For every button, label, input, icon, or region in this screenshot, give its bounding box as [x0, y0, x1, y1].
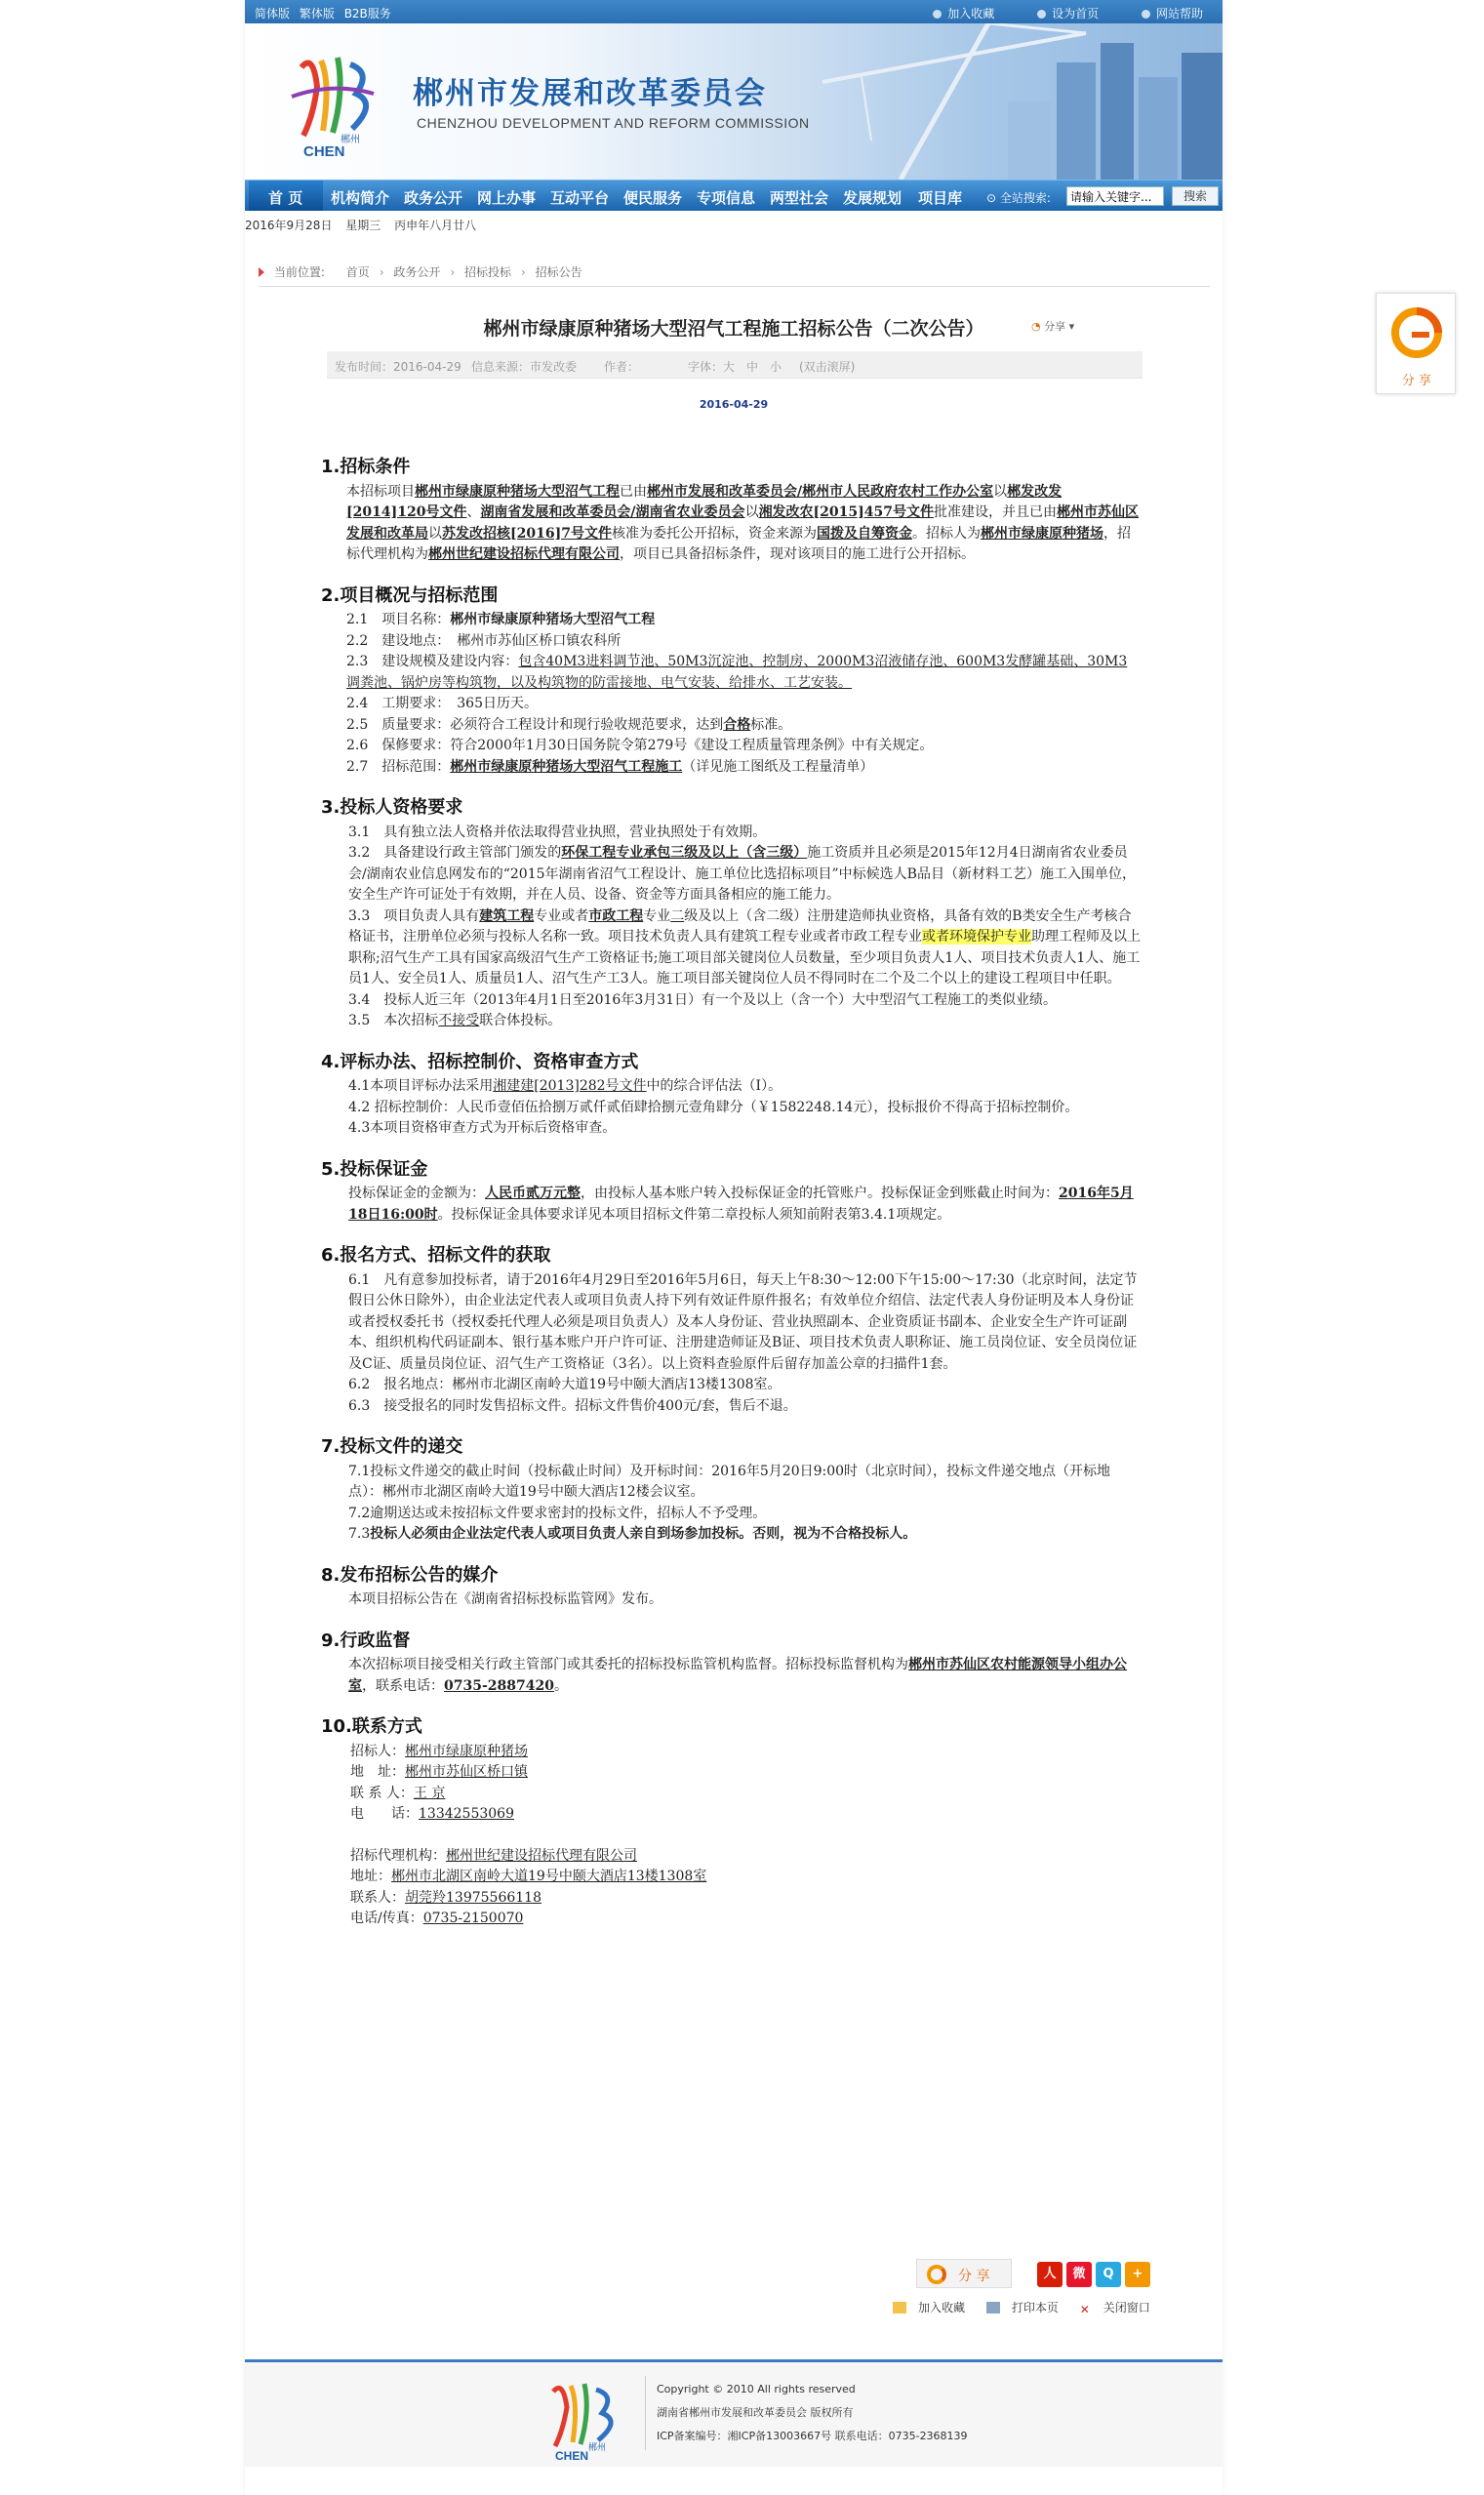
close-icon: ✕	[1079, 2303, 1090, 2316]
b2b-link[interactable]: B2B服务	[343, 7, 391, 20]
site-logo	[284, 43, 391, 160]
city-skyline-image	[764, 23, 1223, 180]
list-item: 3.1 具有独立法人资格并依法取得营业执照，营业执照处于有效期。	[348, 824, 767, 840]
arrow-icon	[259, 267, 264, 277]
nav-item-society[interactable]: 两型社会	[770, 189, 829, 207]
list-item: 3.4 投标人近三年（2013年4月1日至2016年3月31日）有一个及以上（含一个）大中型沼气工程施工的类似业绩。	[348, 991, 1058, 1008]
section-title: 3.投标人资格要求	[321, 797, 463, 818]
list-item: 6.3 接受报名的同时发售招标文件。招标文件售价400元/套，售后不退。	[348, 1397, 797, 1414]
simplified-link[interactable]: 简体版	[255, 7, 291, 20]
article-title: 郴州市绿康原种猪场大型沼气工程施工招标公告（二次公告）	[483, 318, 984, 340]
renren-share-icon[interactable]: 人	[1037, 2262, 1063, 2287]
header-banner	[245, 23, 1223, 180]
section-title: 8.发布招标公告的媒介	[321, 1564, 499, 1586]
contact-line: 电 话：13342553069	[350, 1806, 514, 1822]
qzone-share-icon[interactable]: Q	[1096, 2262, 1121, 2287]
copyright: Copyright © 2010 All rights reserved	[657, 2383, 856, 2395]
add-favorite-link[interactable]: 加入收藏	[933, 7, 994, 20]
breadcrumb-notice[interactable]: 招标公告	[535, 265, 582, 279]
svg-text:郴州: 郴州	[341, 135, 360, 145]
list-item: 2.6 保修要求：符合2000年1月30日国务院令第279号《建设工程质量管理条例》中有关规定。	[346, 738, 934, 753]
list-item: 6.1 凡有意参加投标者，请于2016年4月29日至2016年5月6日，每天上午8:30～12:00下午15:00～17:30（北京时间，法定节假日公休日除外），由企业法定代表人或项目负责人持下列有效证件原件报名；有效单位介绍信、法定代表人身份证明及本人身份证或者授权委托书（授权委托代理人必须是项目负责人）及本人身份证、营业执照副本、企业资质证书副本、企业安全生产许可证副本、组织机构代码证副本、银行基本账户开户许可证、注册建造师证及B证、项目技术负责人职称证、施工员岗位证、安全员岗位证及C证、质量员岗位证、沼气生产工资格证（3名）。以上资料查验原件后留存加盖公章的扫描件1套。	[348, 1271, 1138, 1372]
nav-item-about[interactable]: 机构简介	[331, 189, 390, 207]
site-subtitle: CHENZHOU DEVELOPMENT AND REFORM COMMISSION	[417, 115, 810, 131]
font-size-label: 字体：	[688, 360, 724, 374]
home-icon	[1037, 10, 1046, 19]
current-weekday: 星期三	[345, 219, 381, 232]
paragraph: 本次招标项目接受相关行政主管部门或其委托的招标投标监管机构监督。招标投标监督机构为郴州市苏仙区农村能源领导小组办公室，联系电话：0735-2887420。	[348, 1657, 1127, 1694]
search-label: ⊙ 全站搜索:	[986, 191, 1051, 205]
svg-text:CHEN: CHEN	[303, 143, 345, 160]
list-item: 7.2逾期送达或未按招标文件要求密封的投标文件，招标人不予受理。	[348, 1505, 767, 1521]
share-bar	[916, 2259, 1219, 2288]
list-item: 2.5 质量要求：必须符合工程设计和现行验收规范要求，达到合格标准。	[346, 716, 792, 733]
contact-line: 联 系 人：王 京	[350, 1785, 446, 1801]
lunar-date: 丙申年八月廿八	[394, 219, 477, 232]
section-title: 10.联系方式	[321, 1716, 422, 1737]
main-nav	[245, 180, 1223, 211]
list-item: 4.1本项目评标办法采用湘建建[2013]282号文件中的综合评估法（Ⅰ）。	[348, 1078, 782, 1094]
svg-text:CHEN: CHEN	[555, 2449, 589, 2462]
breadcrumb-label: 当前位置:	[273, 265, 325, 279]
footer	[245, 2359, 1223, 2467]
contact-line: 招标人：郴州市绿康原种猪场	[350, 1743, 528, 1759]
nav-item-online[interactable]: 网上办事	[477, 189, 537, 207]
search-icon: ⊙	[986, 191, 1000, 205]
top-links	[894, 5, 1203, 21]
nav-item-government[interactable]: 政务公开	[404, 189, 463, 207]
nav-item-projects[interactable]: 项目库	[918, 189, 963, 207]
site-title: 郴州市发展和改革委员会	[413, 76, 767, 111]
article-date: 2016-04-29	[699, 398, 769, 411]
more-share-icon[interactable]: +	[1125, 2262, 1150, 2287]
search-button[interactable]: 搜索	[1172, 186, 1219, 206]
font-small-button[interactable]: 小	[770, 360, 782, 374]
section-title: 9.行政监督	[321, 1630, 411, 1651]
date-line	[245, 217, 486, 233]
list-item: 3.2 具备建设行政主管部门颁发的环保工程专业承包三级及以上（含三级）施工资质并且必须是2015年12月4日湖南省农业委员会/湖南农业信息网发布的“2015年湖南省沼气工程设计、施工单位比选招标项目”中标候选人B品目（新材料工艺）施工入围单位，安全生产许可证处于有效期，并在人员、设备、资金等方面具备相应的施工能力。	[348, 845, 1136, 903]
footer-logo	[538, 2372, 635, 2462]
author: 作者：	[604, 360, 640, 374]
contact-line: 联系人：胡莞羚13975566118	[350, 1889, 541, 1906]
folder-icon	[893, 2302, 906, 2314]
nav-item-planning[interactable]: 发展规划	[843, 189, 902, 207]
paragraph: 本项目招标公告在《湖南省招标投标监管网》发布。	[348, 1591, 662, 1607]
nav-item-special[interactable]: 专项信息	[697, 189, 756, 207]
language-links	[255, 5, 397, 21]
print-icon	[986, 2302, 1000, 2314]
list-item: 7.3投标人必须由企业法定代表人或项目负责人亲自到场参加投标。否则，视为不合格投标人。	[348, 1526, 917, 1542]
article-body	[321, 457, 1141, 1930]
footer-divider	[645, 2376, 646, 2450]
contact-info	[321, 1742, 1141, 1930]
list-item: 2.4 工期要求： 365日历天。	[346, 696, 538, 711]
contact-line: 招标代理机构：郴州世纪建设招标代理有限公司	[350, 1847, 637, 1864]
share-button[interactable]: 分 享	[916, 2259, 1012, 2288]
print-button[interactable]: 打印本页	[986, 2301, 1059, 2314]
page-actions	[893, 2299, 1168, 2315]
svg-text:郴州: 郴州	[588, 2443, 607, 2453]
star-icon	[933, 10, 942, 19]
list-item: 2.1 项目名称：郴州市绿康原种猪场大型沼气工程	[346, 612, 656, 627]
list-item: 6.2 报名地点：郴州市北湖区南岭大道19号中颐大酒店13楼1308室。	[348, 1377, 782, 1392]
floating-share-label: 分 享	[1401, 374, 1432, 388]
chevron-down-icon: ▾	[1065, 320, 1075, 333]
list-item: 2.2 建设地点： 郴州市苏仙区桥口镇农科所	[346, 632, 622, 649]
section-title: 7.投标文件的递交	[321, 1436, 463, 1457]
weibo-share-icon[interactable]: 微	[1066, 2262, 1092, 2287]
font-medium-button[interactable]: 中	[746, 360, 759, 374]
list-item: 2.7 招标范围：郴州市绿康原种猪场大型沼气工程施工（详见施工图纸及工程量清单）	[346, 758, 874, 775]
share-logo-icon	[927, 2265, 946, 2284]
section-title: 2.项目概况与招标范围	[321, 584, 499, 606]
contact-line: 电话/传真：0735-2150070	[350, 1911, 524, 1926]
help-icon	[1142, 10, 1150, 19]
page	[245, 0, 1223, 2495]
traditional-link[interactable]: 繁体版	[299, 7, 335, 20]
add-favorite-button[interactable]: 加入收藏	[893, 2301, 965, 2314]
breadcrumb-government[interactable]: 政务公开	[393, 265, 441, 279]
nav-item-interactive[interactable]: 互动平台	[550, 189, 610, 207]
share-logo-icon	[1390, 303, 1443, 362]
close-window-button[interactable]: ✕ 关闭窗口	[1079, 2301, 1150, 2316]
spacer	[321, 1826, 1141, 1846]
section-title: 6.报名方式、招标文件的获取	[321, 1245, 551, 1266]
list-item: 3.3 项目负责人具有建筑工程专业或者市政工程专业二级及以上（含二级）注册建造师执业资格，具备有效的B类安全生产考核合格证书，注册单位必须与投标人名称一致。项目技术负责人具有建筑工程专业或者市政工程专业或者环境保护专业助理工程师及以上职称;沼气生产工具有国家高级沼气生产工资格证书;施工项目部关键岗位人员数量，至少项目负责人1人、项目技术负责人1人、施工员1人、安全员1人、质量员1人、沼气生产工3人。施工项目部关键岗位人员不得同时在二个及二个以上的建设工程项目中任职。	[348, 907, 1141, 986]
section-title: 4.评标办法、招标控制价、资格审查方式	[321, 1051, 639, 1072]
list-item: 4.3本项目资格审查方式为开标后资格审查。	[348, 1120, 617, 1136]
paragraph: 投标保证金的金额为：人民币贰万元整，由投标人基本账户转入投标保证金的托管账户。投标保证金到账截止时间为：2016年5月18日16:00时。投标保证金具体要求详见本项目招标文件第二章投标人须知前附表第3.4.1项规定。	[348, 1186, 1134, 1223]
current-date: 2016年9月28日	[245, 219, 333, 232]
breadcrumb-home[interactable]: 首页	[345, 265, 370, 279]
share-button-small[interactable]: ◔ 分享 ▾	[1031, 320, 1075, 333]
section-title: 1.招标条件	[321, 457, 411, 477]
paragraph: 本招标项目郴州市绿康原种猪场大型沼气工程已由郴州市发展和改革委员会/郴州市人民政府农村工作办公室以郴发改发[2014]120号文件、湖南省发展和改革委员会/湖南省农业委员会以湘发改农[2015]457号文件批准建设，并且已由郴州市苏仙区发展和改革局以苏发改招核[2016]7号文件核准为委托公开招标，资金来源为国拨及自筹资金。招标人为郴州市绿康原种猪场，招标代理机构为郴州世纪建设招标代理有限公司，项目已具备招标条件，现对该项目的施工进行公开招标。	[346, 483, 1139, 562]
search-input[interactable]	[1066, 186, 1164, 206]
set-homepage-link[interactable]: 设为首页	[1037, 7, 1099, 20]
footer-text	[657, 2378, 968, 2448]
article-meta	[327, 351, 1143, 379]
publish-time: 发布时间：2016-04-29	[335, 360, 461, 374]
info-source: 信息来源：市发改委	[471, 360, 578, 374]
copyright-owner: 湖南省郴州市发展和改革委员会 版权所有	[657, 2406, 854, 2419]
list-item: 3.5 本次招标不接受联合体投标。	[348, 1013, 562, 1028]
floating-share-widget[interactable]	[1376, 293, 1456, 394]
site-help-link[interactable]: 网站帮助	[1142, 7, 1203, 20]
contact-line: 地址：郴州市北湖区南岭大道19号中颐大酒店13楼1308室	[350, 1869, 707, 1884]
contact-line: 地 址：郴州市苏仙区桥口镇	[350, 1764, 528, 1780]
font-large-button[interactable]: 大	[723, 360, 736, 374]
double-click-scroll: (双击滚屏)	[799, 360, 856, 374]
nav-item-home[interactable]: 首 页	[268, 189, 303, 207]
nav-item-service[interactable]: 便民服务	[623, 189, 683, 207]
list-item: 2.3 建设规模及建设内容：包含40M3进料调节池、50M3沉淀池、控制房、2000M3沼液储存池、600M3发酵罐基础、30M3调粪池、锅炉房等构筑物，以及构筑物的防雷接地、电气安装、给排水、工艺安装。	[346, 654, 1128, 691]
section-title: 5.投标保证金	[321, 1158, 428, 1180]
share-icon: ◔	[1031, 320, 1045, 333]
breadcrumb: 当前位置: 首页 › 政务公开 › 招标投标 › 招标公告	[259, 263, 1210, 287]
icp-info: ICP备案编号：湘ICP备13003667号 联系电话：0735-2368139	[657, 2430, 968, 2442]
breadcrumb-bidding[interactable]: 招标投标	[464, 265, 512, 279]
list-item: 4.2 招标控制价：人民币壹佰伍拾捌万贰仟贰佰肆拾捌元壹角肆分（￥1582248.14元），投标报价不得高于招标控制价。	[348, 1099, 1079, 1115]
top-bar	[245, 0, 1223, 23]
list-item: 7.1投标文件递交的截止时间（投标截止时间）及开标时间：2016年5月20日9:00时（北京时间），投标文件递交地点（开标地点）：郴州市北湖区南岭大道19号中颐大酒店12楼会议室。	[348, 1463, 1111, 1500]
